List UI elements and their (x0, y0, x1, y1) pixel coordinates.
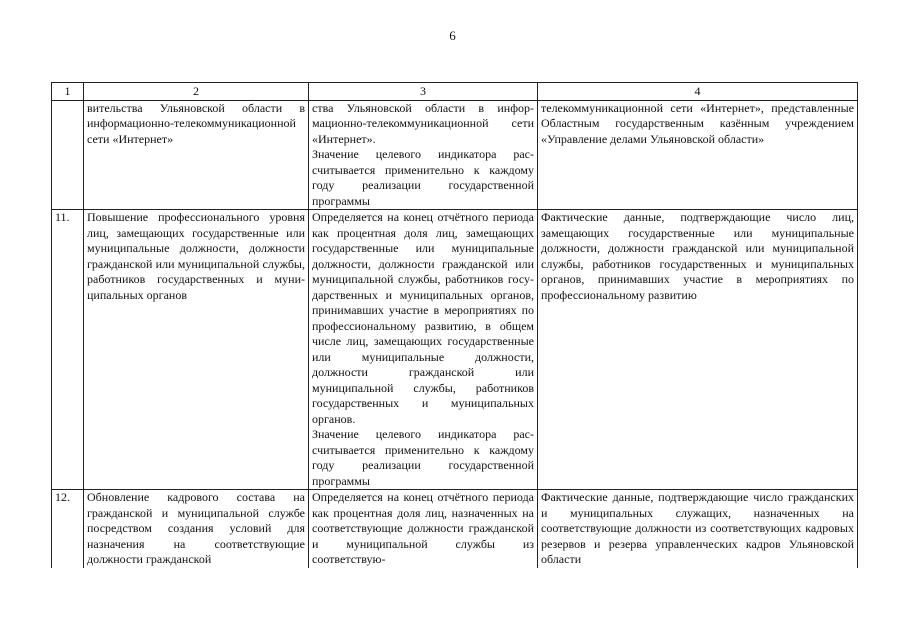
method-paragraph: Значение целевого индикатора рассчитывается применительно к каждому году реализации государственной программы (312, 427, 534, 488)
indicators-table (51, 82, 858, 568)
row-number: 11. (52, 210, 84, 490)
method-cell (309, 490, 538, 568)
row-number: 12. (52, 490, 84, 568)
indicator-cell: Повышение профессионального уровня лиц, замещающих государственные или муниципальные должности, должности гражданской или муниципальной службы, работников государственных и муниципальных органов (84, 210, 309, 490)
method-paragraph: Значение целевого индикатора рассчитывается применительно к каждому году реализации государственной программы (312, 147, 534, 208)
method-paragraph: Определяется на конец отчётного периода как процентная доля лиц, замещающих государственные или муниципальные должности, должности гражданской или муниципальной службы, работников государственных и муниципальных органов, принимавших участие в мероприятиях по профессиональному развитию, в общем числе лиц, замещающих государственные или муниципальные должности, должности гражданской или муниципальной службы, работников государственных и муниципальных органов. (312, 210, 534, 426)
table-row (52, 100, 858, 210)
table-row (52, 490, 858, 568)
source-cell: Фактические данные, подтверждающие число гражданских и муниципальных служащих, назначенных на соответствующие должности из соответствующих кадровых резервов и резерва управленческих кадров Ульяновской области (538, 490, 858, 568)
method-cell (309, 100, 538, 210)
method-cell (309, 210, 538, 490)
page-number: 6 (449, 28, 456, 43)
column-header-2: 2 (84, 83, 309, 101)
method-paragraph: ства Ульяновской области в информационно-телекоммуникационной сети «Интернет». (312, 100, 534, 146)
table-row (52, 210, 858, 490)
indicator-cell: Обновление кадрового состава на гражданской и муниципальной службе посредством создания условий для назначения на соответствующие должности гражданской (84, 490, 309, 568)
column-header-1: 1 (52, 83, 84, 101)
source-cell: телекоммуникационной сети «Интернет», представленные Областным государственным казённым учреждением «Управление делами Ульяновской области» (538, 100, 858, 210)
row-number (52, 100, 84, 210)
table-header-row (52, 83, 858, 101)
method-paragraph: Определяется на конец отчётного периода как процентная доля лиц, назначенных на соответствующие должности гражданской и муниципальной службы из соответствую- (312, 490, 534, 566)
indicator-cell: вительства Ульяновской области в информационно-телекоммуникационной сети «Интернет» (84, 100, 309, 210)
column-header-3: 3 (309, 83, 538, 101)
page-bottom-margin (0, 608, 905, 640)
source-cell: Фактические данные, подтверждающие число лиц, замещающих государственные или муниципальные должности, должности гражданской или муниципальной службы, работников государственных и муниципальных органов, принимавших участие в мероприятиях по профессиональному развитию (538, 210, 858, 490)
column-header-4: 4 (538, 83, 858, 101)
